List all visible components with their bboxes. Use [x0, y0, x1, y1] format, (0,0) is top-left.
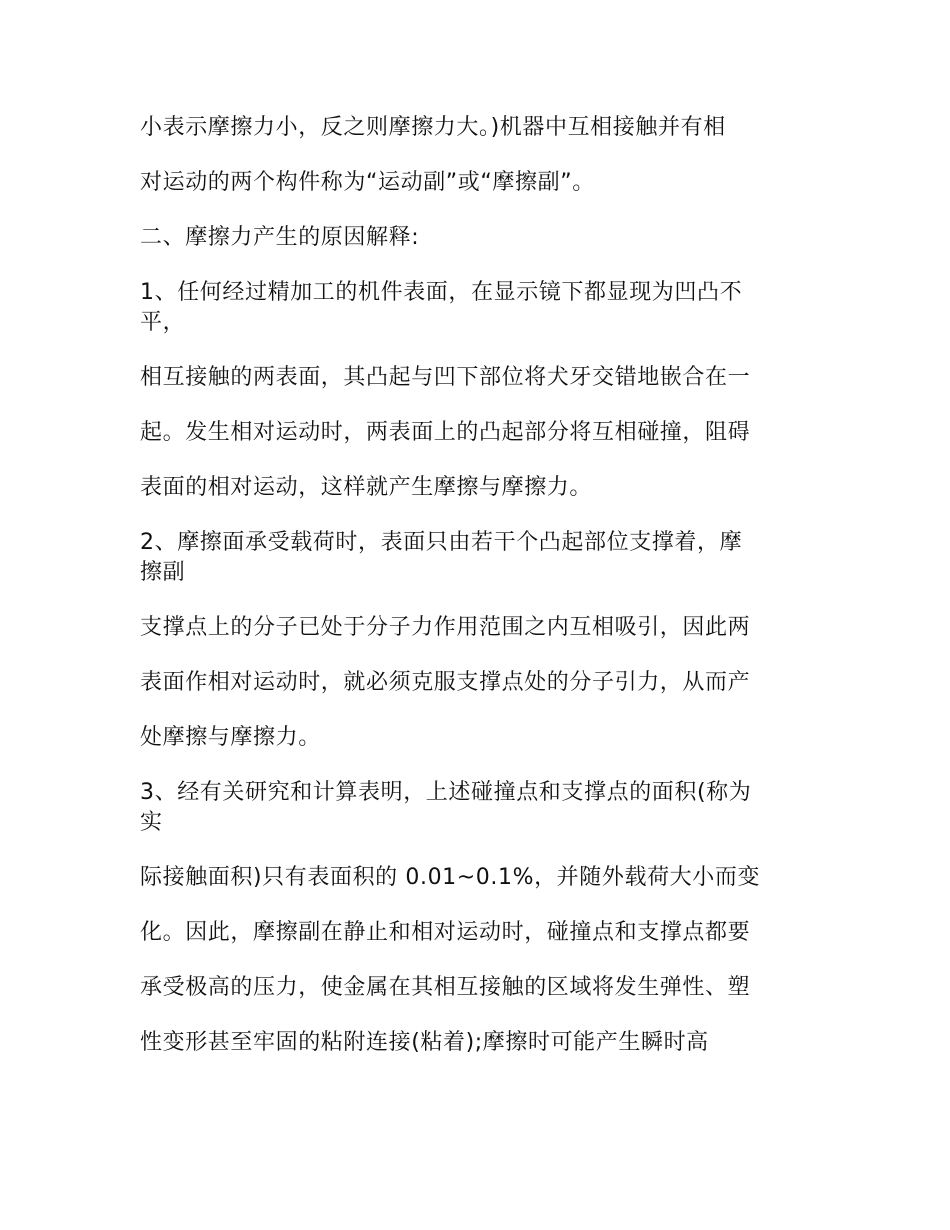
text-line: 实	[140, 810, 163, 835]
text-line: 支撑点上的分子已处于分子力作用范围之内互相吸引，因此两	[140, 615, 751, 640]
text-line: 处摩擦与摩擦力。	[140, 725, 321, 750]
text-line: 性变形甚至牢固的粘附连接(粘着);摩擦时可能产生瞬时高	[140, 1030, 709, 1055]
text-line: 2、摩擦面承受载荷时，表面只由若干个凸起部位支撑着，摩	[140, 530, 743, 555]
text-line: 化。因此，摩擦副在静止和相对运动时，碰撞点和支撑点都要	[140, 920, 751, 945]
list-item-paragraph	[140, 528, 810, 588]
text-line: 表面作相对运动时，就必须克服支撑点处的分子引力，从而产	[140, 670, 751, 695]
text-line: 承受极高的压力，使金属在其相互接触的区域将发生弹性、塑	[140, 975, 751, 1000]
text-line: 相互接触的两表面，其凸起与凹下部位将犬牙交错地嵌合在一	[140, 365, 751, 390]
document-body	[140, 113, 810, 1083]
section-heading: 二、摩擦力产生的原因解释:	[140, 225, 420, 250]
text-line: 表面的相对运动，这样就产生摩擦与摩擦力。	[140, 475, 593, 500]
list-item-paragraph	[140, 778, 810, 838]
text-line: 小表示摩擦力小，反之则摩擦力大。)机器中互相接触并有相	[140, 115, 726, 140]
text-line: 3、经有关研究和计算表明，上述碰撞点和支撑点的面积(称为	[140, 780, 752, 805]
text-line: 际接触面积)只有表面积的 0.01~0.1%，并随外载荷大小而变	[140, 865, 761, 890]
text-line: 擦副	[140, 560, 186, 585]
text-line: 起。发生相对运动时，两表面上的凸起部分将互相碰撞，阻碍	[140, 420, 751, 445]
text-line: 平，	[140, 310, 186, 335]
text-line: 1、任何经过精加工的机件表面，在显示镜下都显现为凹凸不	[140, 280, 743, 305]
text-line: 对运动的两个构件称为“运动副”或“摩擦副”。	[140, 170, 595, 195]
list-item-paragraph	[140, 278, 810, 338]
